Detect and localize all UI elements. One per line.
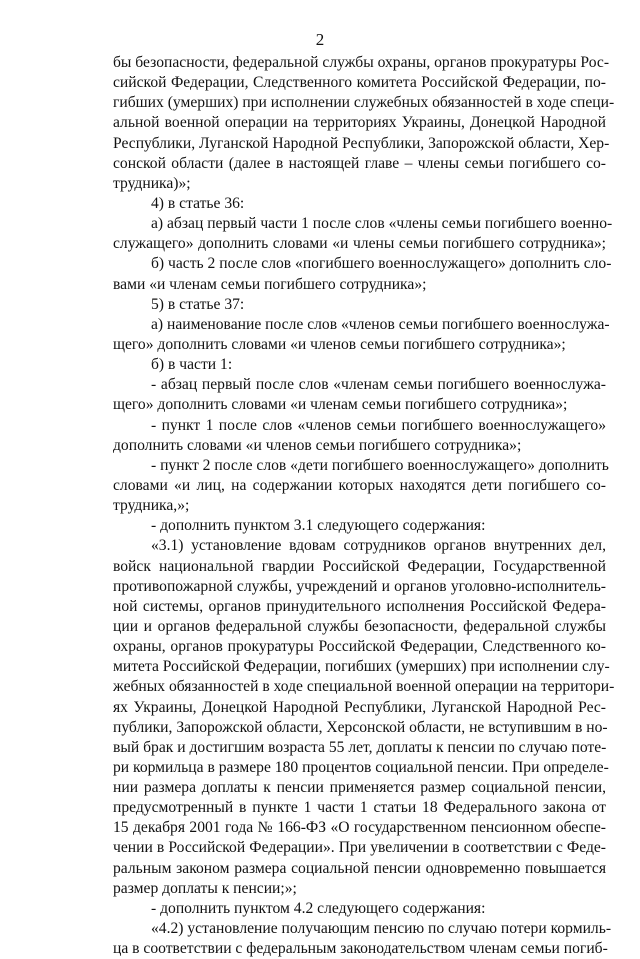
text-line: «4.2) установление получающим пенсию по случаю потери кормиль- — [151, 920, 612, 938]
text-line: - пункт 1 после слов «членов семьи погибшего военнослужащего» — [151, 416, 606, 434]
text-line: вами «и членам семьи погибшего сотрудника»; — [113, 275, 427, 293]
text-line: трудника)»; — [113, 174, 191, 192]
text-line: чении в Российской Федерации». При увеличении в соответствии с Феде- — [113, 839, 606, 857]
text-line: ри кормильца в размере 180 процентов социальной пенсии. При определе- — [113, 758, 609, 776]
text-line: публики, Запорожской области, Херсонской области, не вступившим в но- — [113, 718, 608, 736]
text-line: жебных обязанностей в ходе специальной военной операции на территори- — [113, 678, 615, 696]
text-line: вый брак и достигшим возраста 55 лет, доплаты к пенсии по случаю поте- — [113, 738, 607, 756]
text-line: служащего» дополнить словами «и члены семьи погибшего сотрудника»; — [113, 235, 606, 253]
text-line: 15 декабря 2001 года № 166-ФЗ «О государственном пенсионном обеспе- — [113, 819, 606, 837]
text-line: альной военной операции на территориях Украины, Донецкой Народной — [113, 114, 606, 132]
text-line: размер доплаты к пенсии;»; — [113, 879, 297, 897]
text-line: щего» дополнить словами «и членам семьи погибшего сотрудника»; — [113, 396, 568, 414]
text-line: словами «и лиц, на содержании которых находятся дети погибшего со- — [113, 476, 606, 494]
text-line: охраны, органов прокуратуры Российской Федерации, Следственного ко- — [113, 638, 606, 656]
text-line: сийской Федерации, Следственного комитета Российской Федерации, по- — [113, 74, 606, 92]
text-line: - абзац первый после слов «членам семьи погибшего военнослужа- — [151, 376, 606, 394]
text-line: ральным законом размера социальной пенсии одновременно повышается — [113, 859, 606, 877]
text-line: сонской области (далее в настоящей главе – члены семьи погибшего со- — [113, 154, 606, 172]
document-body — [113, 53, 615, 959]
text-line: митета Российской Федерации, погибших (умерших) при исполнении слу- — [113, 658, 610, 676]
text-line: щего» дополнить словами «и членов семьи погибшего сотрудника»; — [113, 335, 566, 353]
text-line: нии размера доплаты к пенсии применяется размер социальной пенсии, — [113, 779, 606, 797]
text-line: ции и органов федеральной службы безопасности, федеральной службы — [113, 617, 606, 635]
text-line: войск национальной гвардии Российской Федерации, Государственной — [113, 557, 606, 575]
text-line: б) часть 2 после слов «погибшего военнослужащего» дополнить сло- — [151, 255, 612, 273]
text-line: Республики, Луганской Народной Республики, Запорожской области, Хер- — [113, 134, 610, 152]
text-line: - дополнить пунктом 4.2 следующего содержания: — [151, 899, 486, 917]
text-line: - пункт 2 после слов «дети погибшего военнослужащего» дополнить — [151, 456, 609, 474]
text-line: предусмотренный в пункте 1 части 1 статьи 18 Федерального закона от — [113, 799, 606, 817]
text-line: а) наименование после слов «членов семьи погибшего военнослужа- — [151, 315, 610, 333]
text-line: трудника,»; — [113, 497, 190, 515]
text-line: гибших (умерших) при исполнении служебных обязанностей в ходе специ- — [113, 94, 615, 112]
text-line: 5) в статье 37: — [151, 295, 245, 313]
text-line: ях Украины, Донецкой Народной Республики, Луганской Народной Рес- — [113, 698, 606, 716]
text-line: 4) в статье 36: — [151, 194, 245, 212]
text-line: а) абзац первый части 1 после слов «члены семьи погибшего военно- — [151, 215, 613, 233]
text-line: ца в соответствии с федеральным законодательством членам семьи погиб- — [113, 940, 608, 958]
page-number: 2 — [315, 30, 325, 49]
text-line: дополнить словами «и членов семьи погибшего сотрудника»; — [113, 436, 522, 454]
text-line: б) в части 1: — [151, 356, 233, 374]
text-line: - дополнить пунктом 3.1 следующего содержания: — [151, 517, 486, 535]
text-line: противопожарной службы, учреждений и органов уголовно-исполнитель- — [113, 577, 606, 595]
text-line: «3.1) установление вдовам сотрудников органов внутренних дел, — [151, 537, 606, 555]
text-line: бы безопасности, федеральной службы охраны, органов прокуратуры Рос- — [113, 54, 610, 71]
text-line: ной системы, органов принудительного исполнения Российской Федера- — [113, 597, 606, 615]
